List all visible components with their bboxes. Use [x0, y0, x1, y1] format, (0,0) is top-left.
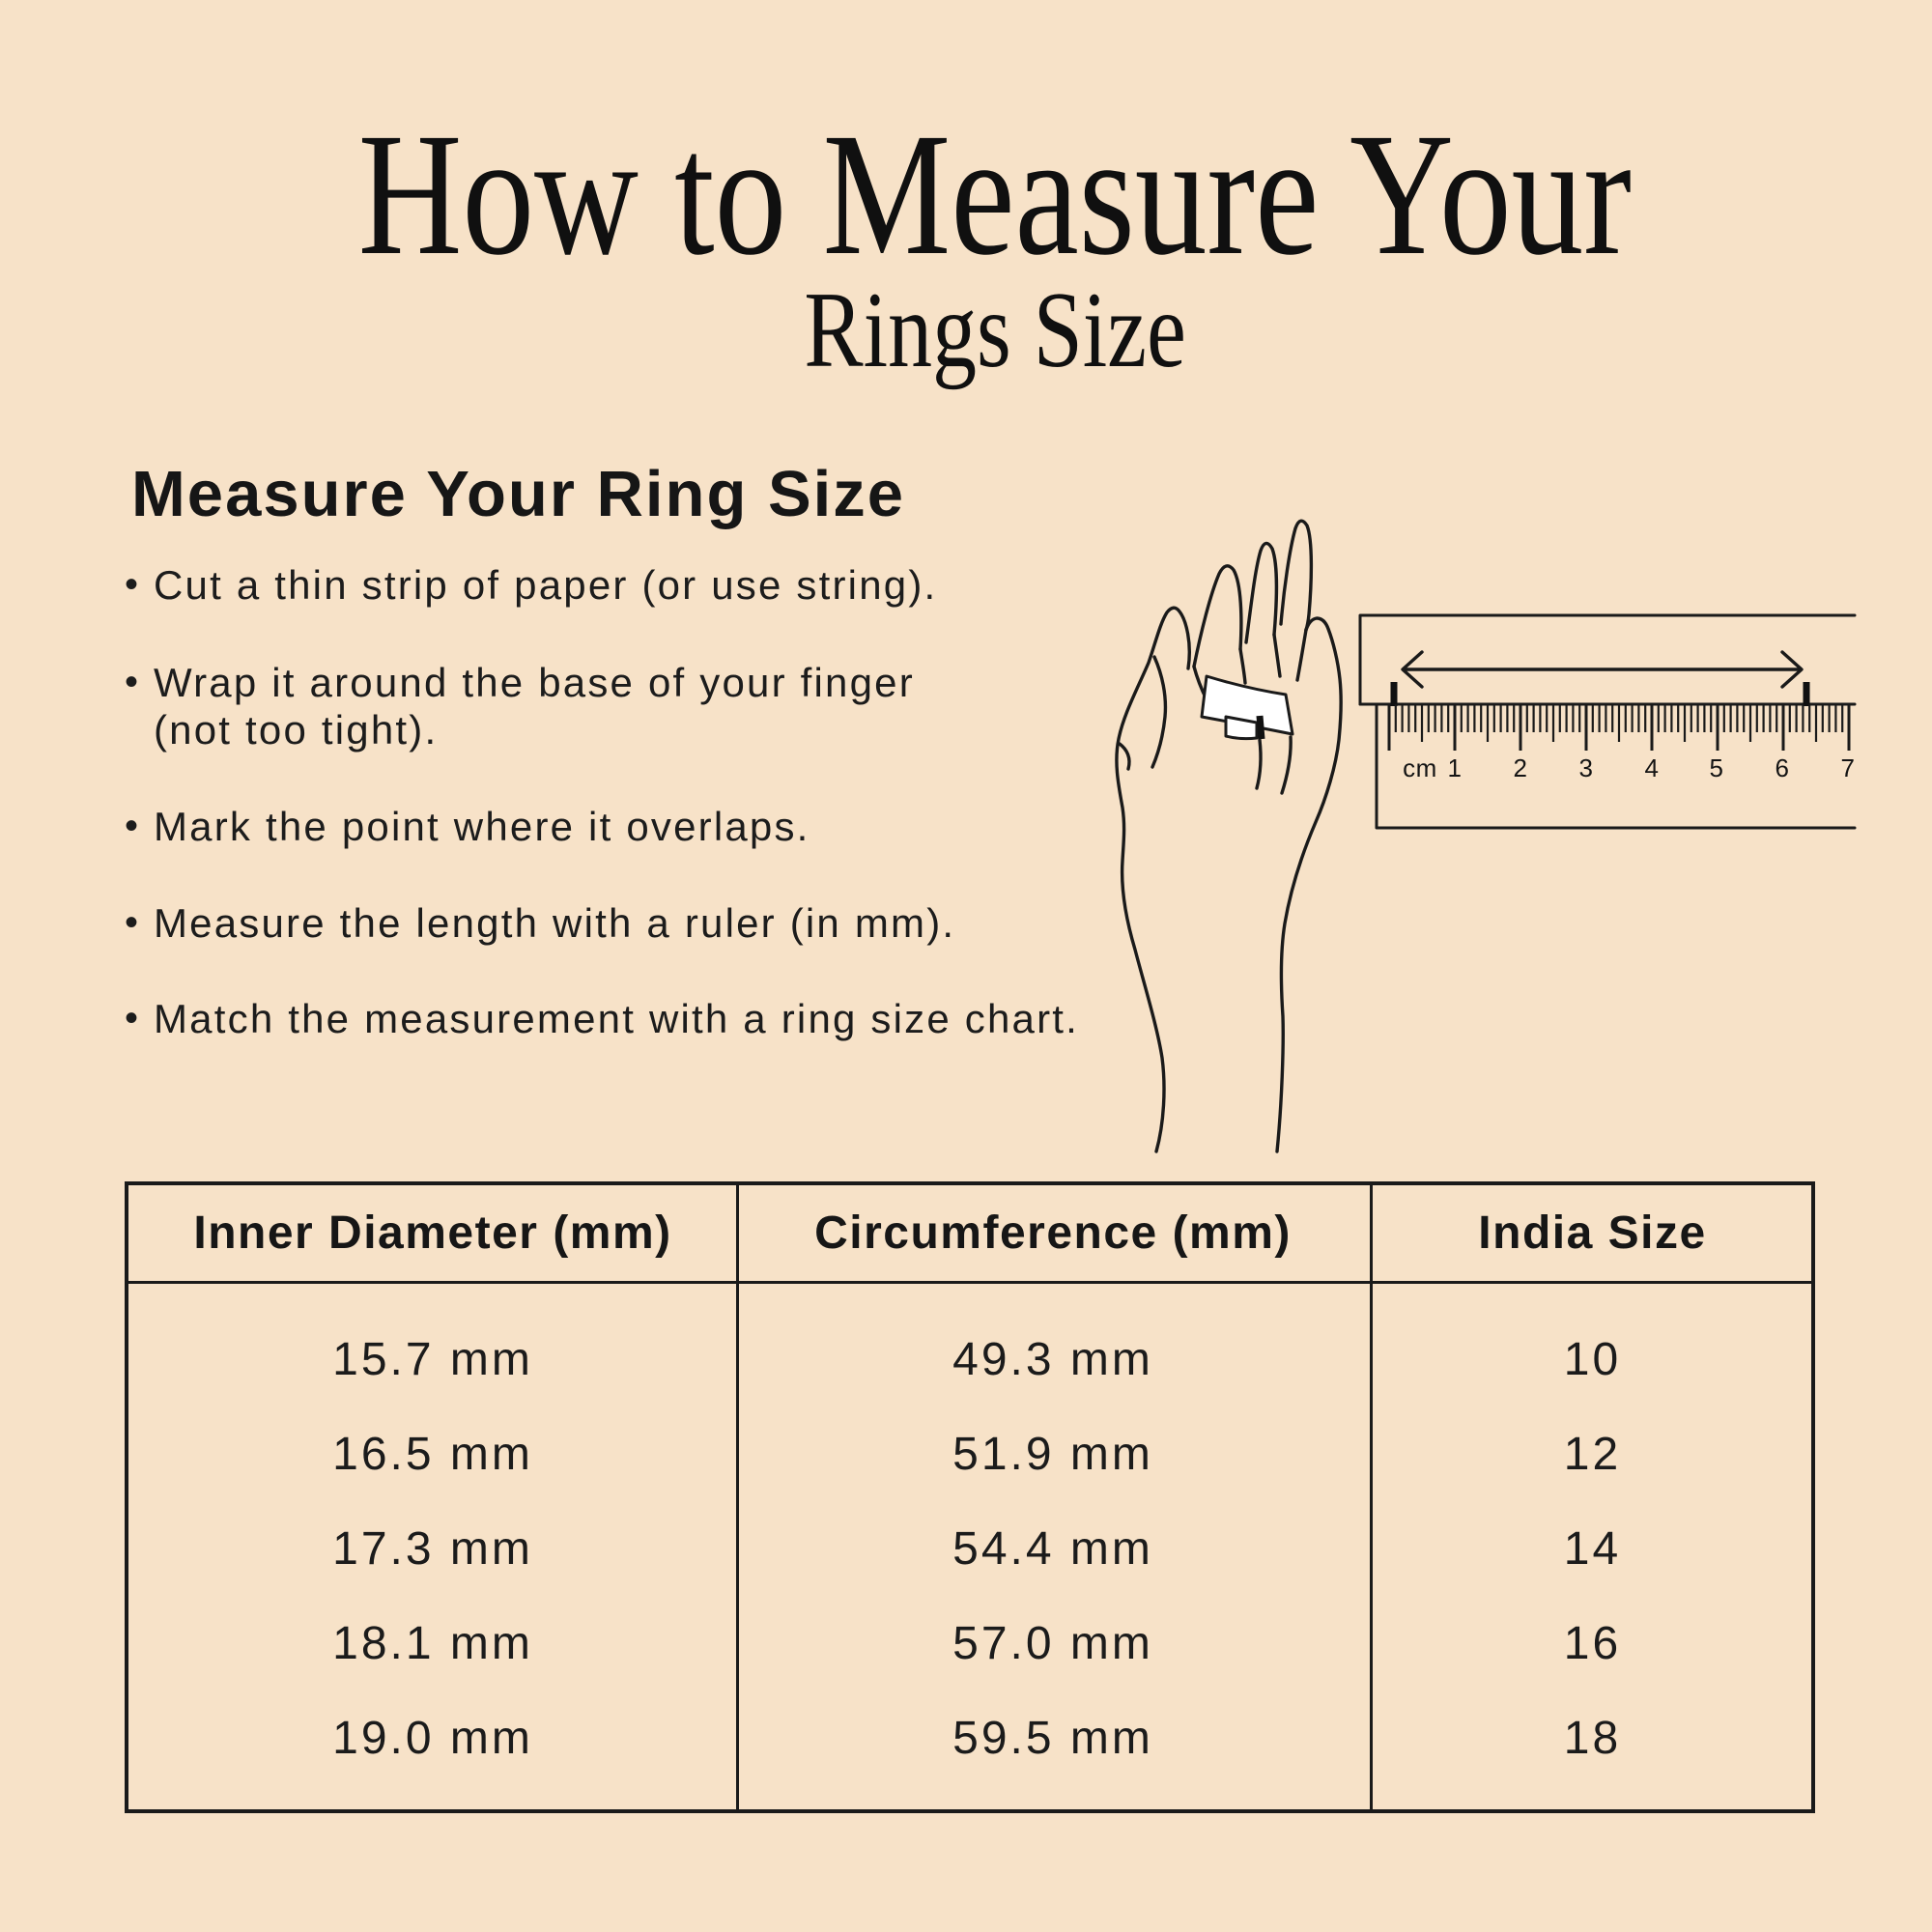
table-cell: 14	[1563, 1522, 1622, 1575]
ruler-number-label: 1	[1447, 753, 1463, 782]
ruler-number-label: 6	[1775, 753, 1790, 782]
section-heading: Measure Your Ring Size	[131, 458, 906, 530]
bullet-text-line2: (not too tight).	[154, 707, 439, 753]
paper-strip	[1202, 676, 1293, 739]
table-cell: 19.0 mm	[332, 1712, 533, 1764]
page-title-line-2	[29, 270, 1932, 390]
ruler-number-label: 2	[1513, 753, 1528, 782]
table-cell: 15.7 mm	[332, 1333, 533, 1385]
table-cell: 18.1 mm	[332, 1617, 533, 1669]
bullet-text: Match the measurement with a ring size chart.	[154, 996, 1080, 1041]
strip-outline	[1360, 615, 1855, 704]
ruler-number-label: 5	[1709, 753, 1724, 782]
overlap-mark	[1260, 716, 1262, 739]
table-cell: 57.0 mm	[952, 1617, 1153, 1669]
table-header-circumference: Circumference (mm)	[814, 1208, 1292, 1259]
table-header-india-size: India Size	[1478, 1208, 1707, 1259]
ruler-ticks	[1389, 704, 1849, 751]
table-cell: 54.4 mm	[952, 1522, 1153, 1575]
table-header-inner-diameter: Inner Diameter (mm)	[193, 1208, 672, 1259]
table-cell: 12	[1563, 1428, 1622, 1480]
table-cell: 16	[1563, 1617, 1622, 1669]
bullet-text: Measure the length with a ruler (in mm).	[154, 900, 956, 946]
table-cell: 49.3 mm	[952, 1333, 1153, 1385]
table-cell: 59.5 mm	[952, 1712, 1153, 1764]
table-cell: 16.5 mm	[332, 1428, 533, 1480]
ruler-number-label: 3	[1578, 753, 1594, 782]
ring-size-table	[125, 1181, 1815, 1813]
thumb-fold-line	[1120, 744, 1129, 769]
table-cell: 18	[1563, 1712, 1622, 1764]
page-title-text-1: How to Measure Your	[357, 98, 1633, 292]
ruler-illustration	[1352, 609, 1860, 840]
ruler-unit-label: cm	[1403, 753, 1437, 782]
page-title-text-2: Rings Size	[804, 270, 1186, 390]
table-header-divider	[128, 1281, 1811, 1284]
table-cell: 10	[1563, 1333, 1622, 1385]
ruler-number-label: 4	[1644, 753, 1660, 782]
ruler-number-label: 7	[1840, 753, 1856, 782]
table-cell: 17.3 mm	[332, 1522, 533, 1575]
bullet-text: Wrap it around the base of your finger	[154, 660, 915, 705]
table-cell: 51.9 mm	[952, 1428, 1153, 1480]
page-title-line-1	[29, 98, 1932, 292]
measurement-arrow-icon	[1403, 652, 1802, 687]
bullet-text: Mark the point where it overlaps.	[154, 804, 810, 849]
bullet-text: Cut a thin strip of paper (or use string).	[154, 562, 938, 608]
